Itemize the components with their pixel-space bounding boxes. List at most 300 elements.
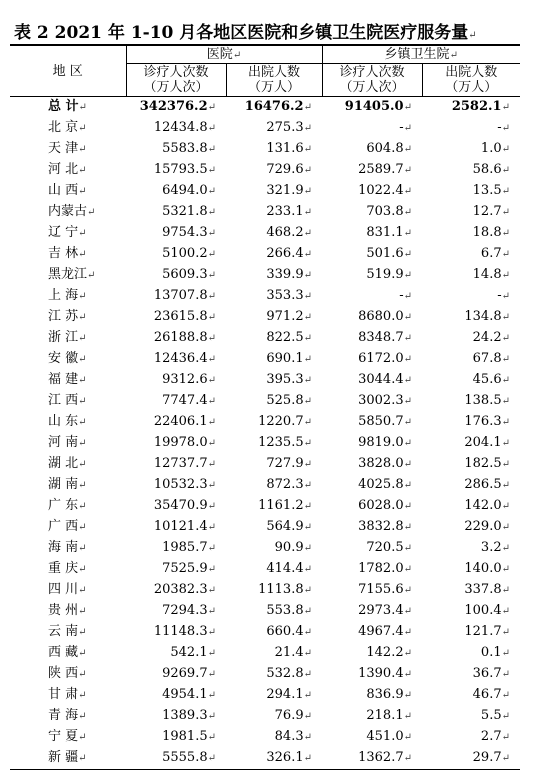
paragraph-mark-icon: ↵ [403,564,412,575]
cell-value: 6494.0 [162,183,208,198]
paragraph-mark-icon: ↵ [403,102,412,113]
paragraph-mark-icon: ↵ [403,585,412,596]
hospital-visits-cell [126,454,226,475]
township-discharges-cell [422,181,520,202]
paragraph-mark-icon: ↵ [403,375,412,386]
township-visits-header [322,64,422,97]
cell-value: 13.5 [472,183,502,198]
cell-value: 204.1 [464,435,502,450]
cell-value: 10532.3 [153,477,208,492]
township-discharges-cell [422,139,520,160]
paragraph-mark-icon: ↵ [78,354,87,365]
table-row [10,307,520,328]
paragraph-mark-icon: ↵ [403,522,412,533]
table-row [10,391,520,412]
cell-value: 4967.4 [358,624,404,639]
cell-value: 1161.2 [258,498,304,513]
cell-value: 1113.8 [258,582,304,597]
cell-value: 703.8 [366,204,404,219]
paragraph-mark-icon: ↵ [501,228,510,239]
cell-value: 501.6 [366,246,404,261]
header-group-row [10,45,520,64]
township-visits-cell [322,265,422,286]
table-row [10,622,520,643]
region-cell [10,685,126,706]
paragraph-mark-icon: ↵ [78,648,87,659]
hospital-discharges-cell [226,601,322,622]
cell-value: 729.6 [266,162,304,177]
region-cell [10,391,126,412]
paragraph-mark-icon: ↵ [78,438,87,449]
cell-value: 720.5 [366,540,404,555]
region-name: 宁 夏 [48,729,79,744]
paragraph-mark-icon: ↵ [303,354,312,365]
paragraph-mark-icon: ↵ [403,396,412,407]
paragraph-mark-icon: ↵ [303,186,312,197]
paragraph-mark-icon: ↵ [207,186,216,197]
hospital-visits-cell [126,727,226,748]
township-discharges-cell [422,496,520,517]
township-visits-cell [322,118,422,139]
cell-value: - [497,120,502,135]
hospital-discharges-cell [226,244,322,265]
hospital-visits-cell [126,265,226,286]
cell-value: 604.8 [366,141,404,156]
hospital-visits-cell [126,664,226,685]
cell-value: 46.7 [472,687,502,702]
township-visits-cell [322,601,422,622]
township-discharges-cell [422,412,520,433]
hospital-discharges-label: 出院人数 [247,65,300,80]
township-visits-cell [322,748,422,770]
township-visits-cell [322,475,422,496]
cell-value: 35470.9 [153,498,208,513]
region-cell [10,517,126,538]
paragraph-mark-icon: ↵ [78,585,87,596]
cell-value: 1022.4 [358,183,404,198]
paragraph-mark-icon: ↵ [501,270,510,281]
paragraph-mark-icon: ↵ [303,123,312,134]
cell-value: 2973.4 [358,603,404,618]
region-cell [10,622,126,643]
cell-value: 131.6 [266,141,304,156]
table-row [10,223,520,244]
paragraph-mark-icon: ↵ [303,522,312,533]
paragraph-mark-icon: ↵ [207,396,216,407]
hospital-discharges-cell [226,454,322,475]
paragraph-mark-icon: ↵ [403,333,412,344]
region-name: 黑龙江 [48,267,88,282]
township-visits-cell [322,286,422,307]
paragraph-mark-icon: ↵ [78,249,87,260]
paragraph-mark-icon: ↵ [78,501,87,512]
paragraph-mark-icon: ↵ [207,648,216,659]
region-cell [10,244,126,265]
table-row [10,685,520,706]
township-discharges-cell [422,223,520,244]
paragraph-mark-icon: ↵ [403,648,412,659]
cell-value: 286.5 [464,477,502,492]
cell-value: - [399,288,404,303]
hospital-discharges-cell [226,643,322,664]
township-visits-cell [322,307,422,328]
region-cell [10,328,126,349]
paragraph-mark-icon: ↵ [78,375,87,386]
cell-value: 218.1 [366,708,404,723]
region-cell [10,601,126,622]
paragraph-mark-icon: ↵ [501,585,510,596]
hospital-visits-cell [126,643,226,664]
cell-value: 326.1 [266,750,304,765]
cell-value: 229.0 [464,519,502,534]
township-discharges-cell [422,706,520,727]
paragraph-mark-icon: ↵ [501,102,510,113]
township-discharges-cell [422,202,520,223]
region-cell [10,433,126,454]
total-row [10,97,520,119]
township-discharges-cell [422,454,520,475]
cell-value: 7525.9 [162,561,208,576]
paragraph-mark-icon: ↵ [501,396,510,407]
paragraph-mark-icon: ↵ [207,354,216,365]
township-discharges-cell [422,118,520,139]
hospital-visits-cell [126,286,226,307]
hospital-discharges-cell [226,223,322,244]
cell-value: 872.3 [266,477,304,492]
hospital-visits-cell [126,622,226,643]
cell-value: 532.8 [266,666,304,681]
paragraph-mark-icon: ↵ [403,123,412,134]
cell-value: 182.5 [464,456,502,471]
paragraph-mark-icon: ↵ [207,123,216,134]
hospital-visits-cell [126,202,226,223]
cell-value: 100.4 [464,603,502,618]
table-row [10,412,520,433]
paragraph-mark-icon: ↵ [207,501,216,512]
cell-value: 3044.4 [358,372,404,387]
cell-value: 342376.2 [139,99,208,114]
cell-value: 12.7 [472,204,502,219]
hospital-visits-cell [126,97,226,119]
paragraph-mark-icon: ↵ [449,49,458,61]
paragraph-mark-icon: ↵ [78,627,87,638]
paragraph-mark-icon: ↵ [303,207,312,218]
cell-value: 142.2 [366,645,404,660]
paragraph-mark-icon: ↵ [207,459,216,470]
region-name: 广 西 [48,519,79,534]
cell-value: 468.2 [266,225,304,240]
cell-value: - [399,120,404,135]
region-header-label: 地 区 [52,63,83,79]
hospital-visits-unit: （万人次） [143,80,209,95]
hospital-discharges-cell [226,118,322,139]
cell-value: 6172.0 [358,351,404,366]
table-row [10,328,520,349]
cell-value: 9269.7 [162,666,208,681]
table-row [10,475,520,496]
region-name: 浙 江 [48,330,79,345]
hospital-visits-cell [126,370,226,391]
paragraph-mark-icon: ↵ [87,207,96,218]
hospital-discharges-cell [226,328,322,349]
paragraph-mark-icon: ↵ [501,522,510,533]
hospital-visits-cell [126,580,226,601]
paragraph-mark-icon: ↵ [303,501,312,512]
region-name: 江 西 [48,393,79,408]
hospital-discharges-cell [226,265,322,286]
paragraph-mark-icon: ↵ [207,606,216,617]
data-table-container [10,44,520,770]
paragraph-mark-icon: ↵ [232,49,242,61]
table-row [10,265,520,286]
paragraph-mark-icon: ↵ [207,585,216,596]
hospital-discharges-cell [226,580,322,601]
paragraph-mark-icon: ↵ [78,690,87,701]
cell-value: 11148.3 [153,624,208,639]
township-discharges-unit: （万人） [445,80,498,95]
paragraph-mark-icon: ↵ [78,564,87,575]
hospital-discharges-cell [226,307,322,328]
paragraph-mark-icon: ↵ [78,123,87,134]
paragraph-mark-icon: ↵ [303,438,312,449]
cell-value: 21.4 [274,645,304,660]
cell-value: 29.7 [472,750,502,765]
table-row [10,538,520,559]
paragraph-mark-icon: ↵ [501,627,510,638]
cell-value: 58.6 [472,162,502,177]
paragraph-mark-icon: ↵ [501,459,510,470]
table-row [10,454,520,475]
table-row [10,559,520,580]
township-visits-cell [322,223,422,244]
township-discharges-cell [422,349,520,370]
region-name: 河 北 [48,162,79,177]
paragraph-mark-icon: ↵ [403,606,412,617]
township-discharges-cell [422,538,520,559]
paragraph-mark-icon: ↵ [207,417,216,428]
township-visits-cell [322,391,422,412]
region-cell [10,643,126,664]
cell-value: 339.9 [266,267,304,282]
cell-value: 831.1 [366,225,404,240]
hospital-discharges-cell [226,538,322,559]
cell-value: 337.8 [464,582,502,597]
table-row [10,580,520,601]
paragraph-mark-icon: ↵ [78,396,87,407]
region-cell [10,370,126,391]
township-discharges-cell [422,370,520,391]
township-visits-cell [322,433,422,454]
cell-value: 525.8 [266,393,304,408]
cell-value: 294.1 [266,687,304,702]
table-row [10,643,520,664]
region-name: 四 川 [48,582,79,597]
region-name: 吉 林 [48,246,79,261]
hospital-discharges-cell [226,349,322,370]
paragraph-mark-icon: ↵ [403,711,412,722]
township-group-label: 乡镇卫生院 [384,46,450,62]
paragraph-mark-icon: ↵ [303,585,312,596]
township-discharges-cell [422,580,520,601]
region-cell [10,580,126,601]
paragraph-mark-icon: ↵ [78,333,87,344]
paragraph-mark-icon: ↵ [78,102,87,113]
hospital-discharges-cell [226,370,322,391]
table-row [10,370,520,391]
cell-value: 134.8 [464,309,502,324]
township-discharges-cell [422,97,520,119]
region-name: 西 藏 [48,645,79,660]
cell-value: 353.3 [266,288,304,303]
region-name: 山 东 [48,414,79,429]
paragraph-mark-icon: ↵ [501,501,510,512]
paragraph-mark-icon: ↵ [403,459,412,470]
cell-value: 10121.4 [153,519,208,534]
township-discharges-cell [422,475,520,496]
cell-value: 1981.5 [162,729,208,744]
table-title-text: 表 2 2021 年 1-10 月各地区医院和乡镇卫生院医疗服务量 [14,23,469,43]
paragraph-mark-icon: ↵ [78,228,87,239]
cell-value: 45.6 [472,372,502,387]
hospital-visits-cell [126,685,226,706]
cell-value: 9819.0 [358,435,404,450]
cell-value: 5.5 [480,708,502,723]
hospital-visits-cell [126,538,226,559]
paragraph-mark-icon: ↵ [403,753,412,764]
paragraph-mark-icon: ↵ [501,144,510,155]
cell-value: 14.8 [472,267,502,282]
paragraph-mark-icon: ↵ [207,690,216,701]
paragraph-mark-icon: ↵ [78,186,87,197]
cell-value: 1389.3 [162,708,208,723]
cell-value: 1985.7 [162,540,208,555]
cell-value: 6.7 [480,246,502,261]
paragraph-mark-icon: ↵ [78,753,87,764]
cell-value: 142.0 [464,498,502,513]
paragraph-mark-icon: ↵ [303,165,312,176]
paragraph-mark-icon: ↵ [403,627,412,638]
hospital-discharges-cell [226,433,322,454]
paragraph-mark-icon: ↵ [303,270,312,281]
cell-value: 9312.6 [162,372,208,387]
paragraph-mark-icon: ↵ [501,186,510,197]
cell-value: 1362.7 [358,750,404,765]
region-name: 辽 宁 [48,225,79,240]
township-visits-label: 诊疗人次数 [339,65,405,80]
hospital-visits-cell [126,391,226,412]
cell-value: 36.7 [472,666,502,681]
region-name: 贵 州 [48,603,79,618]
table-row [10,202,520,223]
township-visits-cell [322,622,422,643]
township-group-header [322,45,520,64]
cell-value: 5583.8 [162,141,208,156]
cell-value: 542.1 [170,645,208,660]
region-cell [10,160,126,181]
paragraph-mark-icon: ↵ [207,375,216,386]
hospital-visits-cell [126,223,226,244]
paragraph-mark-icon: ↵ [501,207,510,218]
region-name: 江 苏 [48,309,79,324]
hospital-discharges-cell [226,496,322,517]
township-discharges-cell [422,307,520,328]
paragraph-mark-icon: ↵ [501,375,510,386]
paragraph-mark-icon: ↵ [207,270,216,281]
paragraph-mark-icon: ↵ [78,417,87,428]
paragraph-mark-icon: ↵ [78,165,87,176]
region-cell [10,97,126,119]
cell-value: 5100.2 [162,246,208,261]
township-visits-cell [322,580,422,601]
cell-value: 395.3 [266,372,304,387]
table-row [10,118,520,139]
township-visits-cell [322,538,422,559]
township-discharges-cell [422,664,520,685]
region-cell [10,706,126,727]
hospital-discharges-cell [226,139,322,160]
cell-value: 690.1 [266,351,304,366]
cell-value: 15793.5 [153,162,208,177]
township-visits-cell [322,685,422,706]
paragraph-mark-icon: ↵ [403,732,412,743]
paragraph-mark-icon: ↵ [207,312,216,323]
township-discharges-cell [422,748,520,770]
township-visits-cell [322,202,422,223]
cell-value: 2589.7 [358,162,404,177]
cell-value: 20382.3 [153,582,208,597]
cell-value: 1.0 [480,141,502,156]
township-discharges-cell [422,601,520,622]
paragraph-mark-icon: ↵ [207,732,216,743]
cell-value: 3002.3 [358,393,404,408]
region-name: 甘 肃 [48,687,79,702]
cell-value: 9754.3 [162,225,208,240]
paragraph-mark-icon: ↵ [403,207,412,218]
township-visits-cell [322,517,422,538]
cell-value: 84.3 [274,729,304,744]
township-visits-cell [322,97,422,119]
paragraph-mark-icon: ↵ [403,312,412,323]
paragraph-mark-icon: ↵ [303,375,312,386]
paragraph-mark-icon: ↵ [207,102,216,113]
cell-value: 90.9 [274,540,304,555]
cell-value: 1782.0 [358,561,404,576]
paragraph-mark-icon: ↵ [501,669,510,680]
cell-value: 3.2 [480,540,502,555]
paragraph-mark-icon: ↵ [303,102,312,113]
region-cell [10,412,126,433]
region-name: 重 庆 [48,561,79,576]
paragraph-mark-icon: ↵ [501,333,510,344]
paragraph-mark-icon: ↵ [207,165,216,176]
cell-value: 321.9 [266,183,304,198]
township-visits-cell [322,559,422,580]
paragraph-mark-icon: ↵ [78,522,87,533]
table-row [10,664,520,685]
paragraph-mark-icon: ↵ [403,501,412,512]
region-header [10,45,126,97]
cell-value: 16476.2 [244,99,304,114]
table-row [10,286,520,307]
paragraph-mark-icon: ↵ [403,144,412,155]
hospital-visits-header [126,64,226,97]
paragraph-mark-icon: ↵ [403,228,412,239]
township-visits-cell [322,139,422,160]
paragraph-mark-icon: ↵ [303,480,312,491]
table-row [10,601,520,622]
region-cell [10,538,126,559]
hospital-group-label: 医院 [206,46,233,62]
